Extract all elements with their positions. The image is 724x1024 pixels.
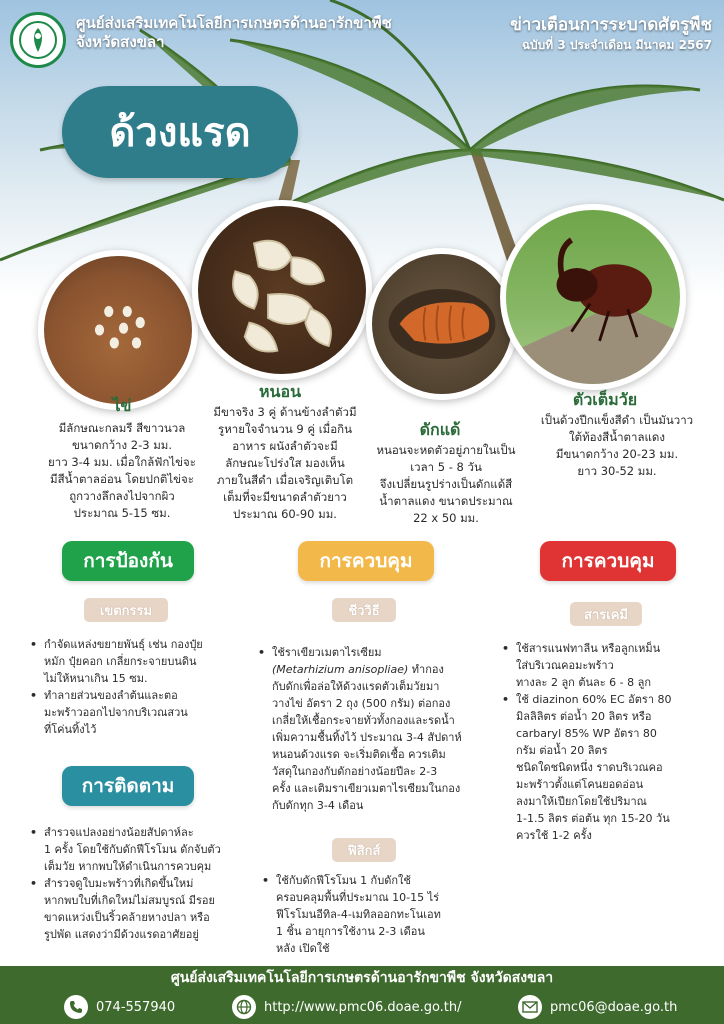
list-line: มะพร้าวตั้งแต่โคนยอดอ่อน <box>516 778 644 791</box>
pest-title: ด้วงแรด <box>62 86 298 178</box>
list-item <box>502 691 714 844</box>
list-line: ครั้ง และเติมราเขียวเมตาไรเซียมในกอง <box>272 782 461 795</box>
adult-beetle-photo <box>500 204 686 390</box>
list-line: เกลี่ยให้เชื้อกระจายทั่วทั้งกองและรดน้ำ <box>272 714 455 727</box>
list-line: • ใช้ diazinon 60% EC อัตรา 80 <box>516 693 672 706</box>
list-line: มิลลิลิตร ต่อน้ำ 20 ลิตร หรือ <box>516 710 652 723</box>
footer-org: ศูนย์ส่งเสริมเทคโนโลยีการเกษตรด้านอารักขาพืช จังหวัดสงขลา <box>0 966 724 990</box>
stage-label-adult: ตัวเต็มวัย <box>572 390 638 409</box>
list-line: ทางละ 2 ลูก ต้นละ 6 - 8 ลูก <box>516 676 652 689</box>
stage-desc-line: 22 x 50 มม. <box>413 511 479 525</box>
stage-desc-line: ภายในสีดำ เมื่อเจริญเติบโต <box>216 473 354 487</box>
org-name <box>76 14 392 52</box>
stage-desc-line: น้ำตาลแดง ขนาดประมาณ <box>379 494 513 508</box>
control-physical-subbadge: ฟิสิกส์ <box>332 838 396 862</box>
stage-desc-line: ประมาณ 60-90 มม. <box>233 507 337 521</box>
list-line: เต็มวัย หากพบให้ดำเนินการควบคุม <box>44 860 212 873</box>
list-line: • ทำลายส่วนของลำต้นและตอ <box>44 689 178 702</box>
list-line: 1-1.5 ลิตร ต่อต้น ทุก 15-20 วัน <box>516 812 670 825</box>
list-line: carbaryl 85% WP อัตรา 80 <box>516 727 657 740</box>
list-line: ฟีโรโมนอีทิล-4-เมทิลออกทะโนเอท <box>276 908 441 921</box>
bulletin-header <box>510 14 712 54</box>
stage-desc-line: จึงเปลี่ยนรูปร่างเป็นดักแด้สี <box>379 477 513 491</box>
list-line: • กำจัดแหล่งขยายพันธุ์ เช่น กองปุ๋ย <box>44 638 203 651</box>
control-bio-badge: การควบคุม <box>298 541 434 581</box>
list-line: กับดักเพื่อล่อให้ด้วงแรดตัวเต็มวัยมา <box>272 680 440 693</box>
list-item <box>262 872 488 957</box>
scientific-name-tail: ทำกอง <box>408 663 444 676</box>
email-address: pmc06@doae.go.th <box>550 999 678 1015</box>
list-line: หากพบใบที่เกิดใหม่ไม่สมบูรณ์ มีรอย <box>44 894 215 907</box>
monitoring-badge: การติดตาม <box>62 766 194 806</box>
bulletin-issue: ฉบับที่ 3 ประจำเดือน มีนาคม 2567 <box>521 38 712 52</box>
stage-desc-line: ถูกวางลึกลงไปจากผิว <box>69 489 175 503</box>
stage-desc-adult <box>522 412 712 480</box>
list-line: หนอนด้วงแรด จะเริ่มติดเชื้อ ควรเติม <box>272 748 446 761</box>
org-name-line2: จังหวัดสงขลา <box>76 33 165 51</box>
contact-email[interactable] <box>518 994 677 1020</box>
stage-desc-line: เวลา 5 - 8 วัน <box>410 460 482 474</box>
control-chem-list <box>502 640 714 844</box>
globe-icon <box>232 995 256 1019</box>
list-line: • สำรวจดูใบมะพร้าวที่เกิดขึ้นใหม่ <box>44 877 194 890</box>
stage-desc-line: มีขาจริง 3 คู่ ด้านข้างลำตัวมี <box>213 405 357 419</box>
phone-icon <box>64 995 88 1019</box>
list-line: รูปพัด แสดงว่ามีด้วงแรดอาศัยอยู่ <box>44 928 199 941</box>
list-item <box>30 824 254 875</box>
list-line: เพิ่มความชื้นทิ้งไว้ ประมาณ 3-4 สัปดาห์ <box>272 731 462 744</box>
stage-desc-line: เต็มที่จะมีขนาดลำตัวยาว <box>223 490 347 504</box>
list-line: ขาดแหว่งเป็นริ้วคล้ายหางปลา หรือ <box>44 911 210 924</box>
control-chem-badge: การควบคุม <box>540 541 676 581</box>
stage-desc-line: ขนาดกว้าง 2-3 มม. <box>71 438 173 452</box>
list-line: วางไข่ อัตรา 2 ถุง (500 กรัม) ต่อกอง <box>272 697 451 710</box>
list-item <box>30 875 254 943</box>
contact-website[interactable] <box>232 994 462 1020</box>
stage-desc-line: ยาว 3-4 มม. เมื่อใกล้ฟักไข่จะ <box>48 455 196 469</box>
list-line: ควรใช้ 1-2 ครั้ง <box>516 829 592 842</box>
email-icon <box>518 995 542 1019</box>
list-line: 1 ครั้ง โดยใช้กับดักฟีโรโมน ดักจับตัว <box>44 843 221 856</box>
control-bio-subbadge: ชีววิธี <box>332 598 396 622</box>
egg-photo <box>38 250 198 410</box>
stage-desc-line: อาหาร ผนังลำตัวจะมี <box>232 439 338 453</box>
list-item <box>258 644 488 814</box>
list-line: มะพร้าวออกไปจากบริเวณสวน <box>44 706 188 719</box>
stage-desc-line: ประมาณ 5-15 ซม. <box>73 506 171 520</box>
larva-photo <box>192 200 372 380</box>
list-line: วัสดุในกองกับดักอย่างน้อยปีละ 2-3 <box>272 765 438 778</box>
stage-desc-line: ลักษณะโปร่งใส มองเห็น <box>225 456 345 470</box>
stage-desc-line: มีสีน้ำตาลอ่อน โดยปกติไข่จะ <box>50 472 194 486</box>
list-line: ลงมาให้เปียกโดยใช้ปริมาณ <box>516 795 647 808</box>
bulletin-title: ข่าวเตือนการระบาดศัตรูพืช <box>510 15 712 35</box>
list-item <box>30 687 250 738</box>
phone-number: 074-557940 <box>96 999 176 1015</box>
list-line: • สำรวจแปลงอย่างน้อยสัปดาห์ละ <box>44 826 194 839</box>
list-line: กับดักทุก 3-4 เดือน <box>272 799 364 812</box>
stage-label-larva: หนอน <box>258 382 302 401</box>
control-bio-list <box>258 644 488 814</box>
list-line-sci <box>272 661 488 678</box>
prevention-list <box>30 636 250 738</box>
stage-desc-line: ใต้ท้องสีน้ำตาลแดง <box>569 430 665 444</box>
prevention-subbadge: เขตกรรม <box>84 598 168 622</box>
list-line: ชนิดใดชนิดหนึ่ง ราดบริเวณคอ <box>516 761 663 774</box>
list-item <box>30 636 250 687</box>
control-physical-list <box>262 872 488 957</box>
stage-desc-line: หนอนจะหดตัวอยู่ภายในเป็น <box>376 443 516 457</box>
list-line: • ใช้สารแนฟทาลีน หรือลูกเหม็น <box>516 642 661 655</box>
list-line: • ใช้กับดักฟีโรโมน 1 กับดักใช้ <box>276 874 411 887</box>
stage-desc-line: รูหายใจจำนวน 9 คู่ เมื่อกิน <box>218 422 352 436</box>
list-line: ครอบคลุมพื้นที่ประมาณ 10-15 ไร่ <box>276 891 440 904</box>
scientific-name: (Metarhizium anisopliae) <box>272 663 409 676</box>
list-line: ไม่ให้หนาเกิน 15 ซม. <box>44 672 148 685</box>
stage-label-egg: ไข่ <box>112 396 132 415</box>
list-line: หลัง เปิดใช้ <box>276 942 330 955</box>
stage-desc-line: มีลักษณะกลมรี สีขาวนวล <box>58 421 186 435</box>
prevention-badge: การป้องกัน <box>62 541 194 581</box>
list-line: หมัก ปุ๋ยคอก เกลี่ยกระจายบนดิน <box>44 655 197 668</box>
list-line: กรัม ต่อน้ำ 20 ลิตร <box>516 744 608 757</box>
stage-desc-egg <box>22 420 222 522</box>
stage-desc-pupa <box>368 442 524 527</box>
control-chem-subbadge: สารเคมี <box>570 602 642 626</box>
monitoring-list <box>30 824 254 943</box>
stage-desc-line: มีขนาดกว้าง 20-23 มม. <box>555 447 679 461</box>
stage-desc-line: เป็นด้วงปีกแข็งสีดำ เป็นมันวาว <box>540 413 694 427</box>
agency-logo-emblem <box>18 20 58 60</box>
agency-logo <box>10 12 66 68</box>
stage-desc-line: ยาว 30-52 มม. <box>577 464 657 478</box>
org-name-line1: ศูนย์ส่งเสริมเทคโนโลยีการเกษตรด้านอารักขาพืช <box>76 14 392 32</box>
pupa-photo <box>366 248 518 400</box>
stage-label-pupa: ดักแด้ <box>419 420 461 439</box>
list-line: 1 ชิ้น อายุการใช้งาน 2-3 เดือน <box>276 925 425 938</box>
list-line: • ใช้ราเขียวเมตาไรเซียม <box>272 646 382 659</box>
list-line: ใส่บริเวณคอมะพร้าว <box>516 659 614 672</box>
stage-desc-larva <box>196 404 374 523</box>
list-line: ที่โค่นทิ้งไว้ <box>44 723 97 736</box>
footer-contacts <box>0 990 724 1024</box>
list-item <box>502 640 714 691</box>
contact-phone[interactable] <box>64 994 175 1020</box>
website-url: http://www.pmc06.doae.go.th/ <box>264 999 462 1015</box>
